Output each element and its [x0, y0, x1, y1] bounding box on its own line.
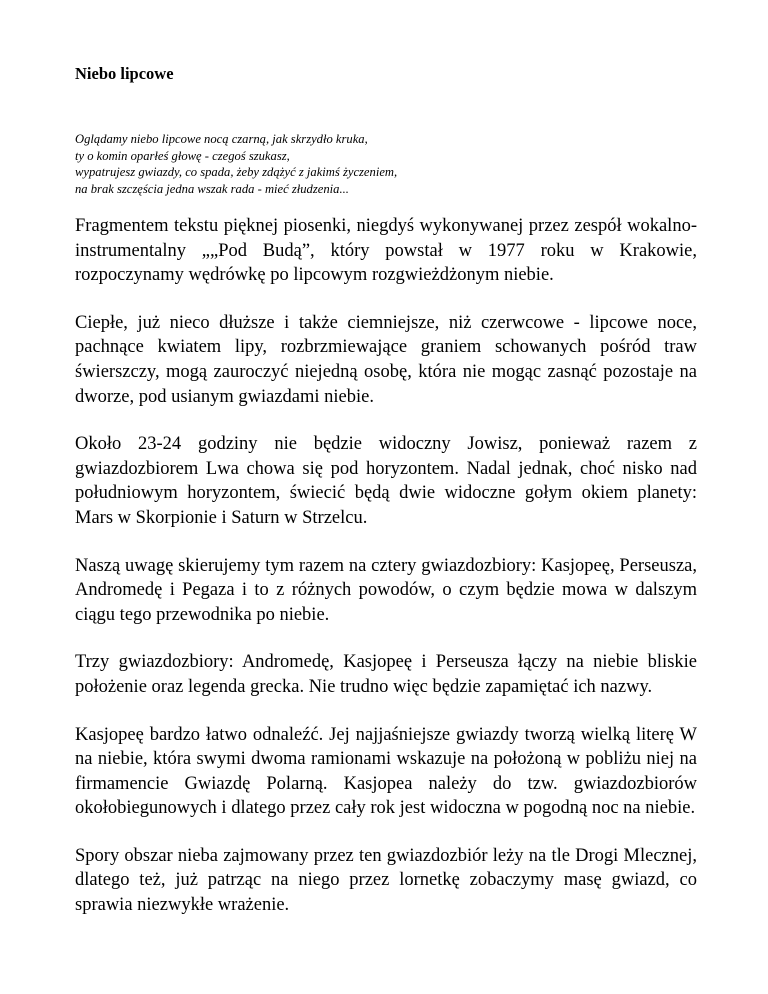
poem-line: wypatrujesz gwiazdy, co spada, żeby zdążyć z jakimś życzeniem,	[75, 165, 398, 179]
paragraph-intro: Fragmentem tekstu pięknej piosenki, niegdyś wykonywanej przez zespół wokalno-instrumentalny „„Pod Budą”, który powstał w 1977 roku w Krakowie, rozpoczynamy wędrówkę po lipcowym rozgwieżdżonym niebie.	[75, 216, 697, 286]
document-title: Niebo lipcowe	[75, 64, 174, 83]
poem-line: ty o komin oparłeś głowę - czegoś szukasz,	[75, 148, 290, 163]
body-text	[75, 214, 697, 941]
poem-line: Oglądamy niebo lipcowe nocą czarną, jak skrzydło kruka,	[75, 132, 368, 146]
paragraph-milky-way: Spory obszar nieba zajmowany przez ten gwiazdozbiór leży na tle Drogi Mlecznej, dlatego też, już patrząc na niego przez lornetkę zobaczymy masę gwiazd, co sprawia niezwykłe wrażenie.	[75, 845, 697, 916]
paragraph-planets: Około 23-24 godziny nie będzie widoczny Jowisz, ponieważ razem z gwiazdozbiorem Lwa chowa się pod horyzontem. Nadal jednak, choć nisko nad południowym horyzontem, świecić będą dwie widoczne gołym okiem planety: Mars w Skorpionie i Saturn w Strzelcu.	[75, 434, 697, 528]
paragraph-legend: Trzy gwiazdozbiory: Andromedę, Kasjopeę i Perseusza łączy na niebie bliskie położenie oraz legenda grecka. Nie trudno więc będzie zapamiętać ich nazwy.	[75, 652, 697, 697]
paragraph-cassiopeia: Kasjopeę bardzo łatwo odnaleźć. Jej najjaśniejsze gwiazdy tworzą wielką literę W na niebie, która swymi dwoma ramionami wskazuje na położoną w pobliżu niej na firmamencie Gwiazdę Polarną. Kasjopea należy do tzw. gwiazdozbiorów okołobiegunowych i dlatego przez cały rok jest widoczna w pogodną noc na niebie.	[75, 724, 697, 819]
poem-excerpt	[75, 131, 397, 197]
paragraph-constellations: Naszą uwagę skierujemy tym razem na cztery gwiazdozbiory: Kasjopeę, Perseusza, Andromedę i Pegaza i to z różnych powodów, o czym będzie mowa w dalszym ciągu tego przewodnika po niebie.	[75, 555, 697, 625]
paragraph-july-nights: Ciepłe, już nieco dłuższe i także ciemniejsze, niż czerwcowe - lipcowe noce, pachnące kwiatem lipy, rozbrzmiewające graniem schowanych pośród traw świerszczy, mogą zauroczyć niejedną osobę, która nie mogąc zasnąć pozostaje na dworze, pod usianym gwiazdami niebie.	[75, 312, 697, 407]
poem-line: na brak szczęścia jedna wszak rada - mieć złudzenia...	[75, 181, 349, 196]
